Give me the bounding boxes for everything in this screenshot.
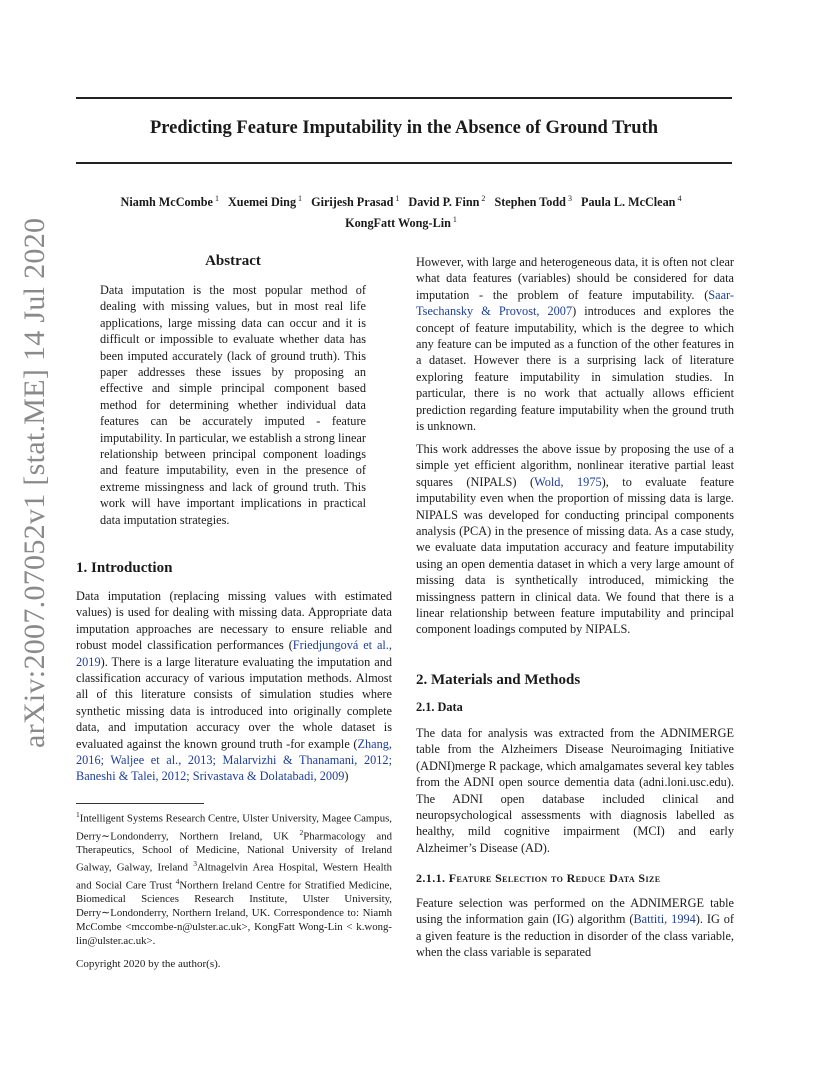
intro-paragraph	[76, 588, 392, 785]
text-run: ). There is a large literature evaluating the imputation and classification accuracy of various imputation methods. Almost all of this literature consists of simulation studies where synthetic missing data is introduced into originally complete data, and imputation accuracy over the whole dataset is evaluated against the known ground truth -for example (	[76, 654, 392, 751]
author-affiliation: 3	[567, 194, 572, 203]
author-name: Paula L. McClean	[581, 195, 676, 210]
subsection-heading-data: 2.1. Data	[416, 700, 463, 714]
author-affiliation: 1	[395, 194, 400, 203]
subsubsection-heading-feature-selection: 2.1.1. Feature Selection to Reduce Data Size	[416, 871, 661, 885]
title-top-rule	[76, 97, 732, 99]
citation-link[interactable]: Battiti, 1994	[633, 912, 696, 927]
author-name: Stephen Todd	[494, 195, 566, 210]
text-run: This work addresses the above issue by proposing the use of a simple yet efficient algorithm, nonlinear iterative partial least squares (NIPALS) (	[416, 442, 734, 489]
author-name: David P. Finn	[408, 195, 480, 210]
affiliations-footnote	[76, 808, 392, 948]
title-bottom-rule	[76, 162, 732, 164]
citation-link[interactable]: Wold, 1975	[534, 474, 602, 489]
author-name: Girijesh Prasad	[311, 195, 394, 210]
footnote-text: Intelligent Systems Research Centre, Ulster University, Magee Campus, Derry∼Londonderry, Northern Ireland, UK	[76, 812, 392, 843]
author-name: Niamh McCombe	[120, 195, 213, 210]
author-list	[76, 190, 732, 232]
data-paragraph: The data for analysis was extracted from the ADNIMERGE table from the Alzheimers Disease Neuroimaging Initiative (ADNI)merge R package, which amalgamates several key tables from the ADNI open source dementia data (adni.loni.usc.edu). The ADNI open database included clinical and neuropsychological assessments with diagnosis labelled as healthy, mild cognitive impairment (MCI) and early Alzheimer’s Disease (AD).	[416, 726, 734, 855]
author-affiliation: 4	[677, 194, 682, 203]
footnote-mark: 1	[76, 810, 80, 819]
text-run: ) introduces and explores the concept of feature imputability, which is the degree to which any feature can be imputed as a function of the other features in a dataset. However there is a surprising lack of literature exploring feature imputability in simulation studies. In particular, there is no work that actually allows efficient prediction regarding feature imputability when the ground truth is unknown.	[416, 304, 734, 434]
intro-paragraph	[416, 441, 734, 638]
text-run: Data imputation (replacing missing values with estimated values) is used for dealing with missing data. Appropriate data imputation approaches are necessary to ensure reliable and robust model classification performances (	[76, 589, 392, 653]
intro-paragraph	[416, 254, 734, 434]
arxiv-identifier[interactable]: arXiv:2007.07052v1 [stat.ME] 14 Jul 2020	[18, 217, 51, 748]
footnote-mark: 2	[299, 827, 304, 837]
abstract-heading: Abstract	[205, 253, 261, 269]
footnote-text: Altnagelvin Area Hospital, Western Health and Social Care Trust	[76, 861, 392, 892]
citation-link[interactable]: Saar-Tsechansky & Provost, 2007	[416, 287, 734, 319]
author-affiliation: 1	[214, 194, 219, 203]
feature-selection-paragraph	[416, 895, 734, 961]
text-run: However, with large and heterogeneous data, it is often not clear what data features (variables) should be considered for data imputation - the problem of feature imputability. (	[416, 255, 734, 302]
author-affiliation: 2	[481, 194, 486, 203]
author-name: KongFatt Wong-Lin	[345, 216, 451, 231]
author-affiliation: 1	[452, 215, 457, 225]
paper-title: Predicting Feature Imputability in the Absence of Ground Truth	[149, 118, 659, 138]
text-run: )	[344, 769, 349, 784]
citation-link[interactable]: Friedjungová et al., 2019	[76, 638, 392, 669]
footnote-text: Pharmacology and Therapeutics, School of Medicine, National University of Ireland Galway, Galway, Ireland	[76, 830, 392, 874]
section-heading-methods: 2. Materials and Methods	[416, 672, 581, 688]
footnote-text: Northern Ireland Centre for Stratified Medicine, Biomedical Sciences Research Institute, Ulster University, Derry∼Londonderry, Northern Ireland, UK. Correspondence to: Niamh McCombe <mccombe-n@ulster.ac.uk>, KongFatt Wong-Lin < k.wong-lin@ulster.ac.uk>.	[76, 879, 392, 948]
author-name: Xuemei Ding	[228, 195, 297, 210]
footnote-mark: 3	[193, 859, 197, 869]
copyright-notice: Copyright 2020 by the author(s).	[76, 958, 221, 970]
text-run: ). IG of a given feature is the reduction in disorder of the class variable, when the class variable is separated	[416, 912, 734, 960]
text-run: Feature selection was performed on the ADNIMERGE table using the information gain (IG) algorithm (	[416, 896, 734, 927]
citation-link[interactable]: Zhang, 2016; Waljee et al., 2013; Malarvizhi & Thanamani, 2012; Baneshi & Talei, 2012; Srivastava & Dolatabadi, 2009	[76, 736, 392, 784]
text-run: ), to evaluate feature imputability even when the proportion of missing data is large. NIPALS was developed for conducting principal components analysis (PCA) in the presence of missing data. As a case study, we evaluate data imputation accuracy and feature imputability using an open dementia dataset in which a very large amount of missing data is synthetically introduced, mimicking the missingness pattern in clinical data. We found that there is a linear relationship between feature imputability and principal component loadings computed by NIPALS.	[416, 474, 734, 637]
footnote-rule	[76, 803, 204, 804]
author-affiliation: 1	[298, 194, 303, 203]
abstract-text: Data imputation is the most popular method of dealing with missing values, but in most real life applications, large missing data can occur and it is difficult or impossible to evaluate whether data has been imputed accurately (lack of ground truth). This paper addresses these issues by proposing an effective and simple principal component based method for determining whether individual data features can be accurately imputed - feature imputability. In particular, we establish a strong linear relationship between principal component loadings and feature imputability, even in the presence of extreme missingness and lack of ground truth. This work will have important implications in practical data imputation strategies.	[100, 283, 366, 527]
footnote-mark: 4	[175, 876, 180, 886]
section-heading-introduction: 1. Introduction	[76, 560, 173, 576]
